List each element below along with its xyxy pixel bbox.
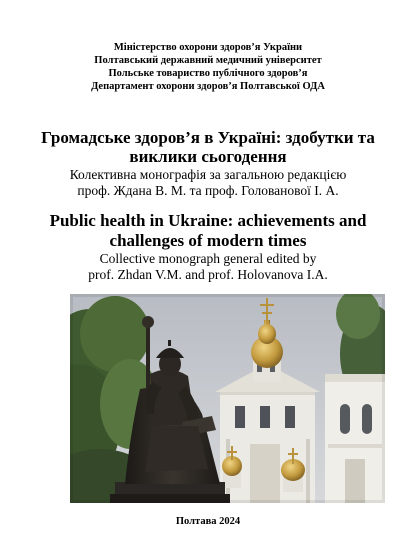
publication-place-year: Полтава 2024 [175,516,241,527]
monument-pedestal [110,482,230,503]
institution-line: Міністерство охорони здоров’я України [113,42,303,53]
institution-line: Польське товариство публічного здоров’я [108,68,308,79]
subtitle-ukrainian [20,167,396,199]
institutions-block [0,41,416,93]
title-ukrainian [20,128,396,166]
institution-line: Департамент охорони здоров’я Полтавської ОДА [91,81,325,92]
title-ua-line: Громадське здоров’я в Україні: здобутки та [41,128,375,147]
cover-photo [70,294,385,503]
title-ua-line: виклики сьогодення [129,147,287,166]
monument-church-photo [70,294,385,503]
institution-line: Полтавський державний медичний університет [94,55,322,66]
church-tower-right [325,374,385,503]
subtitle-ua-line: Колективна монографія за загальною редакцією [69,167,347,182]
title-en-line: challenges of modern times [109,231,307,250]
subtitle-ua-line: проф. Ждана В. М. та проф. Голованової І. А. [77,183,339,198]
subtitle-en-line: Collective monograph general edited by [99,251,317,266]
subtitle-en-line: prof. Zhdan V.M. and prof. Holovanova I.A. [88,267,328,282]
title-english [20,211,396,251]
subtitle-english [20,251,396,283]
title-en-line: Public health in Ukraine: achievements and [49,211,367,230]
